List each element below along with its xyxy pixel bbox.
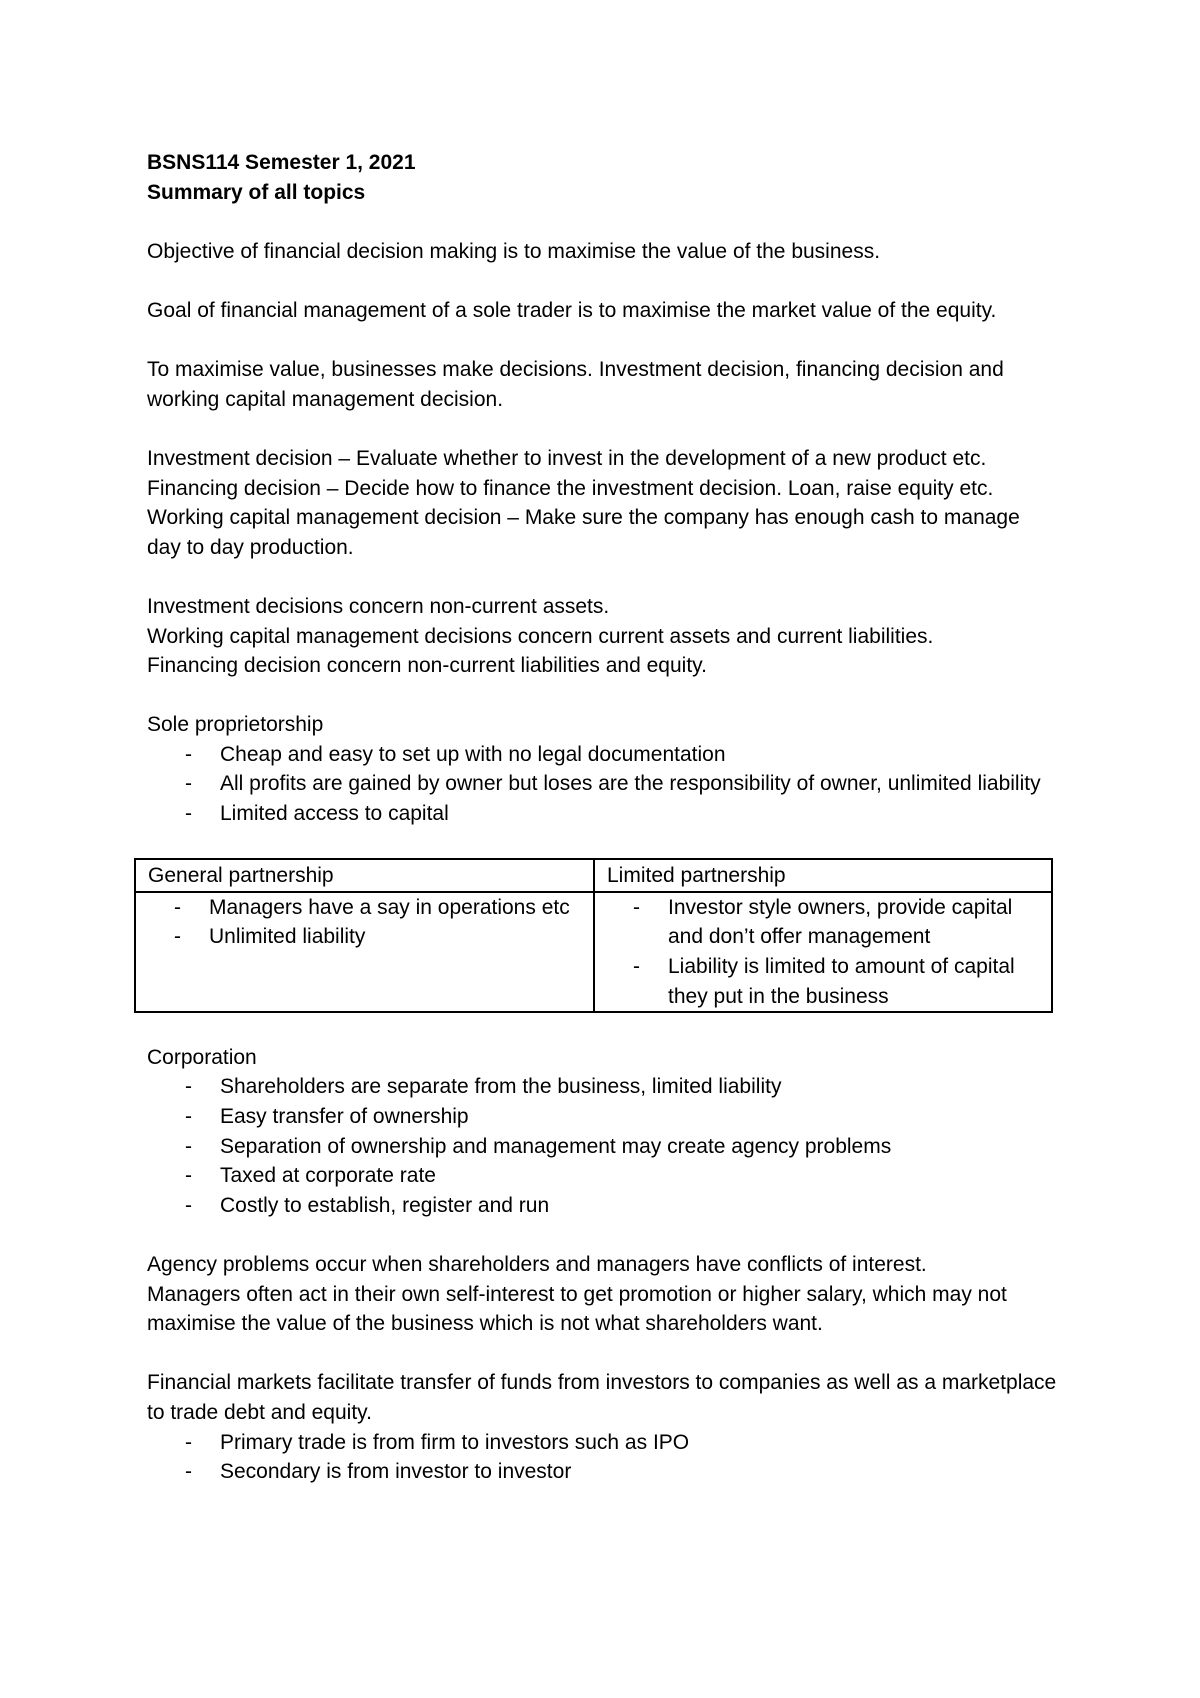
list-item: - Primary trade is from firm to investors such as IPO <box>147 1428 1057 1458</box>
general-partnership-header: General partnership <box>135 859 594 892</box>
sole-proprietorship-heading: Sole proprietorship <box>147 713 324 737</box>
document-body <box>147 148 1057 1487</box>
spacer <box>147 562 1057 592</box>
list-item: - Unlimited liability <box>148 922 593 952</box>
partnership-table <box>134 858 1053 1013</box>
list-item: - Cheap and easy to set up with no legal documentation <box>147 740 1057 770</box>
investment-concern-line: Investment decisions concern non-current assets. <box>147 594 610 618</box>
maximise-value-paragraph: To maximise value, businesses make decisions. Investment decision, financing decision and working capital management decision. <box>147 358 1004 411</box>
document-title: BSNS114 Semester 1, 2021 <box>147 151 416 174</box>
table-header-row <box>135 859 1052 892</box>
corporation-list <box>147 1072 1057 1220</box>
working-capital-decision-line: Working capital management decision – Make sure the company has enough cash to manage day to day production. <box>147 506 1020 559</box>
limited-partnership-list <box>607 893 1051 1011</box>
list-item: - Costly to establish, register and run <box>147 1191 1057 1221</box>
working-capital-concern-line: Working capital management decisions concern current assets and current liabilities. <box>147 624 934 648</box>
limited-partnership-cell <box>594 892 1052 1012</box>
list-item: - Liability is limited to amount of capital they put in the business <box>607 952 1051 1011</box>
spacer <box>147 326 1057 356</box>
spacer <box>147 1013 1057 1043</box>
spacer <box>147 207 1057 237</box>
list-item: - Secondary is from investor to investor <box>147 1457 1057 1487</box>
objective-paragraph: Objective of financial decision making is to maximise the value of the business. <box>147 239 881 263</box>
spacer <box>147 414 1057 444</box>
general-partnership-list <box>148 893 593 952</box>
spacer <box>147 681 1057 711</box>
financing-decision-line: Financing decision – Decide how to finance the investment decision. Loan, raise equity etc. <box>147 476 994 500</box>
agency-line-2: Managers often act in their own self-interest to get promotion or higher salary, which may not maximise the value of the business which is not what shareholders want. <box>147 1282 1007 1336</box>
list-item: - Taxed at corporate rate <box>147 1161 1057 1191</box>
sole-proprietorship-list <box>147 740 1057 829</box>
financing-concern-line: Financing decision concern non-current liabilities and equity. <box>147 654 707 678</box>
table-row <box>135 892 1052 1012</box>
list-item: - Investor style owners, provide capital and don’t offer management <box>607 893 1051 952</box>
list-item: - Separation of ownership and management may create agency problems <box>147 1132 1057 1162</box>
financial-markets-paragraph: Financial markets facilitate transfer of funds from investors to companies as well as a marketplace to trade debt and equity. <box>147 1371 1057 1424</box>
financial-markets-list <box>147 1428 1057 1487</box>
list-item: - Managers have a say in operations etc <box>148 893 593 923</box>
spacer <box>147 266 1057 296</box>
list-item: - Limited access to capital <box>147 799 1057 829</box>
limited-partnership-header: Limited partnership <box>594 859 1052 892</box>
investment-decision-line: Investment decision – Evaluate whether to invest in the development of a new product etc. <box>147 446 987 470</box>
document-subtitle: Summary of all topics <box>147 180 366 204</box>
list-item: - All profits are gained by owner but loses are the responsibility of owner, unlimited liability <box>147 769 1057 799</box>
list-item: - Easy transfer of ownership <box>147 1102 1057 1132</box>
spacer <box>147 1339 1057 1369</box>
agency-line-1: Agency problems occur when shareholders and managers have conflicts of interest. <box>147 1252 927 1276</box>
list-item: - Shareholders are separate from the business, limited liability <box>147 1072 1057 1102</box>
corporation-heading: Corporation <box>147 1045 257 1069</box>
spacer <box>147 829 1057 859</box>
goal-paragraph: Goal of financial management of a sole trader is to maximise the market value of the equity. <box>147 298 997 322</box>
general-partnership-cell <box>135 892 594 1012</box>
spacer <box>147 1220 1057 1250</box>
